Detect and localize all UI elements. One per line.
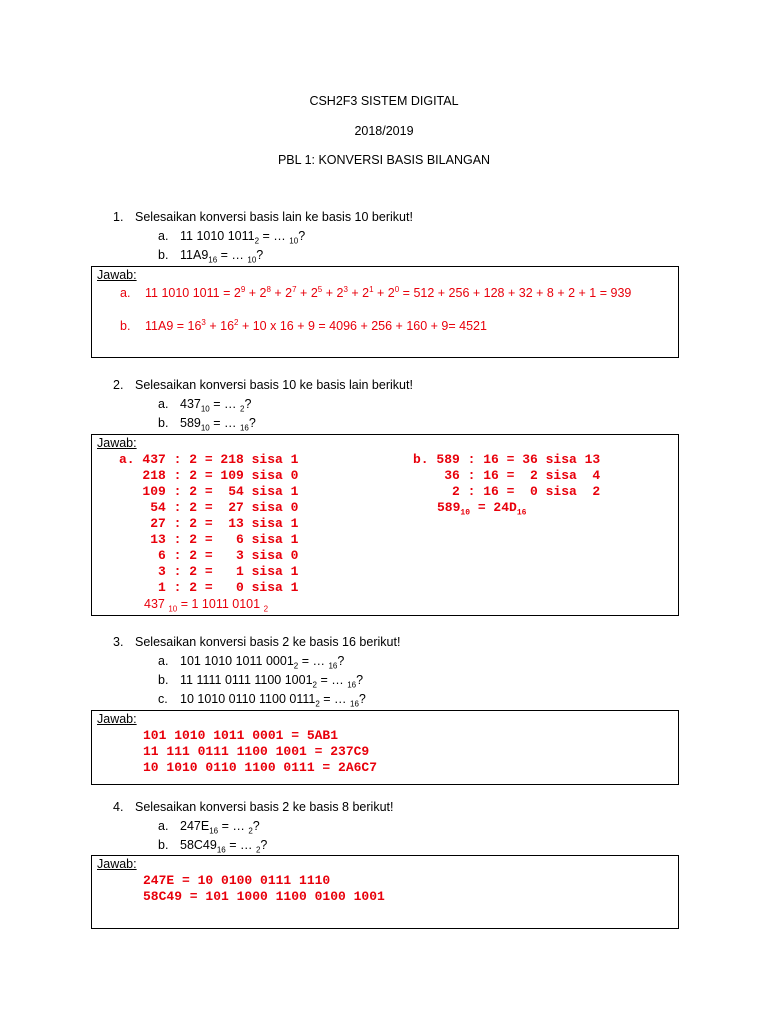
q1-ans-b: $11A9 = 16^3 + 16^2 + 10$ x 16 + 9 = 4096 + 256 + 160 + 9= 4521 <box>145 317 487 333</box>
q2-jawab-label: Jawab: <box>97 436 137 450</box>
q3-a-question: 101 1010 1011 $0001_2$ = … $_{16}$? <box>180 654 345 671</box>
q2-b-question: $589_{10}$ = … $_{16}$? <box>180 416 256 433</box>
q4-number: 4. <box>113 800 124 814</box>
q2-text: Selesaikan konversi basis 10 ke basis lain berikut! <box>135 378 413 392</box>
q3-b-question: 11 1111 0111 1100 $1001_2$ = … $_{16}$? <box>180 673 364 690</box>
q1-a-question: 11 1010 $1011_2$ = … $_{10}$? <box>180 229 306 246</box>
q2-answer-box <box>91 434 679 616</box>
q4-text: Selesaikan konversi basis 2 ke basis 8 berikut! <box>135 800 394 814</box>
q3-ans-line: 11 111 0111 1100 1001 = 237C9 <box>143 744 370 759</box>
q2-ans-b-line: b. 589 : 16 = 36 sisa 13 <box>413 452 601 467</box>
q3-ans-line: 101 1010 1011 0001 = 5AB1 <box>143 728 339 743</box>
q3-a-label: a. <box>158 654 169 668</box>
q4-ans-line: 247E = 10 0100 0111 1110 <box>143 873 331 888</box>
q3-text: Selesaikan konversi basis 2 ke basis 16 berikut! <box>135 635 401 649</box>
q2-ans-line: 13 : 2 = 6 sisa 1 <box>119 532 299 547</box>
q1-b-label: b. <box>158 248 169 262</box>
q1-b-question: $11A9_{16}$ = … $_{10}$? <box>180 248 264 265</box>
q2-ans-b-line: 2 : 16 = 0 sisa 2 <box>413 484 601 499</box>
q2-ans-line: 1 : 2 = 0 sisa 1 <box>119 580 299 595</box>
q1-a-label: a. <box>158 229 169 243</box>
q4-jawab-label: Jawab: <box>97 857 137 871</box>
q2-a-question: $437_{10}$ = … $_2$? <box>180 397 252 414</box>
q4-answer-box <box>91 855 679 929</box>
q1-answer-box <box>91 266 679 358</box>
q3-c-question: 10 1010 0110 1100 $0111_2$ = … $_{16}$? <box>180 692 366 709</box>
q2-ans-line: 27 : 2 = 13 sisa 1 <box>119 516 299 531</box>
q4-b-question: $58C49_{16}$ = … $_2$? <box>180 838 268 855</box>
q2-b-label: b. <box>158 416 169 430</box>
q4-b-label: b. <box>158 838 169 852</box>
q4-a-label: a. <box>158 819 169 833</box>
q2-ans-b-result: $589_{10} = 24D_{16}$ <box>437 500 527 518</box>
q1-ans-a: 11 1010 $1011 = 2^9 + 2^8 + 2^7 + 2^5 + 2^3 + 2^1 + 2^0 = 512 + 256 + 128 + 32 + 8 + 2 + 1 = 939$ <box>145 284 632 300</box>
q1-ans-a-label: a. <box>120 286 131 300</box>
q2-ans-line: 3 : 2 = 1 sisa 1 <box>119 564 299 579</box>
q1-text: Selesaikan konversi basis lain ke basis 10 berikut! <box>135 210 413 224</box>
q2-ans-line: 6 : 2 = 3 sisa 0 <box>119 548 299 563</box>
q4-a-question: $247E_{16}$ = … $_2$? <box>180 819 260 836</box>
q3-number: 3. <box>113 635 124 649</box>
q2-ans-line: 54 : 2 = 27 sisa 0 <box>119 500 299 515</box>
q2-number: 2. <box>113 378 124 392</box>
q4-ans-line: 58C49 = 101 1000 1100 0100 1001 <box>143 889 385 904</box>
q3-b-label: b. <box>158 673 169 687</box>
page-title: PBL 1: KONVERSI BASIS BILANGAN <box>277 153 491 167</box>
q3-c-label: c. <box>158 692 168 706</box>
q2-ans-line: 109 : 2 = 54 sisa 1 <box>119 484 299 499</box>
q3-ans-line: 10 1010 0110 1100 0111 = 2A6C7 <box>143 760 378 775</box>
q2-ans-a-result: 437 $_{10}$ = 1 1011 0101 $_2$ <box>144 597 269 614</box>
q1-ans-b-label: b. <box>120 319 131 333</box>
q2-ans-b-line: 36 : 16 = 2 sisa 4 <box>413 468 601 483</box>
q3-jawab-label: Jawab: <box>97 712 137 726</box>
q3-answer-box <box>91 710 679 785</box>
q1-jawab-label: Jawab: <box>97 268 137 282</box>
course-title: CSH2F3 SISTEM DIGITAL <box>309 94 459 108</box>
q2-ans-line: 218 : 2 = 109 sisa 0 <box>119 468 299 483</box>
q1-number: 1. <box>113 210 124 224</box>
q2-ans-line: a. 437 : 2 = 218 sisa 1 <box>119 452 299 467</box>
q2-a-label: a. <box>158 397 169 411</box>
academic-year: 2018/2019 <box>354 124 414 138</box>
